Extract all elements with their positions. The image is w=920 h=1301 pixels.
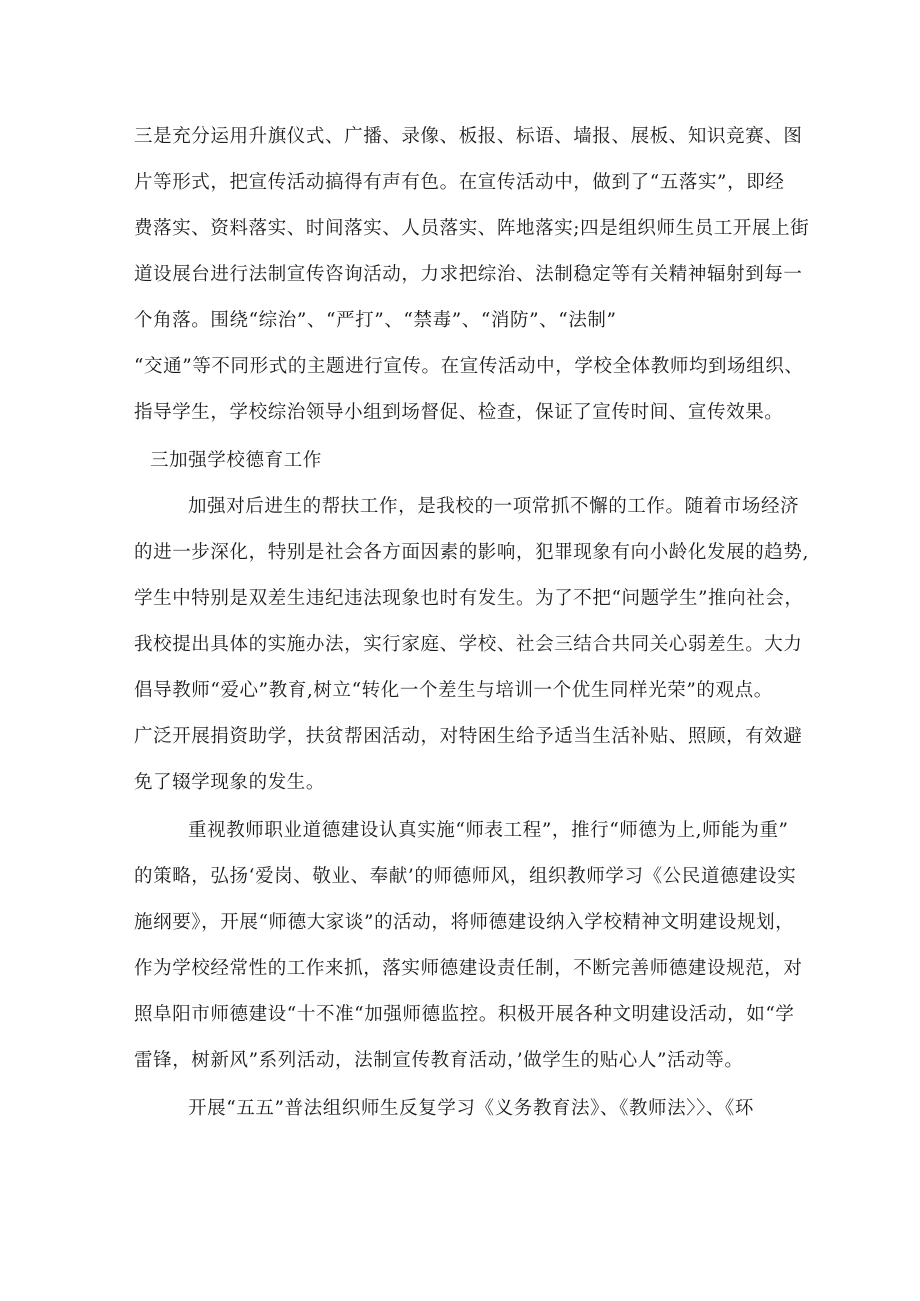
text-line: 道设展台进行法制宣传咨询活动，力求把综治、法制稳定等有关精神辐射到每一 <box>134 264 803 285</box>
text-line: “交通”等不同形式的主题进行宣传。在宣传活动中，学校全体教师均到场组织、 <box>134 356 804 377</box>
text-line: 指导学生，学校综治领导小组到场督促、检查，保证了宣传时间、宣传效果。 <box>134 402 784 423</box>
text-line: 加强对后进生的帮扶工作，是我校的一项常抓不懈的工作。随着市场经济 <box>188 496 800 517</box>
text-line: 片等形式，把宣传活动搞得有声有色。在宣传活动中，做到了“五落实”，即经 <box>134 172 785 193</box>
text-line: 作为学校经常性的工作来抓，落实师德建设责任制，不断完善师德建设规范，对 <box>134 958 803 979</box>
section-heading: 三加强学校德育工作 <box>150 450 322 471</box>
text-line: 雷锋，树新风”系列活动，法制宣传教育活动，’做学生的贴心人”活动等。 <box>134 1050 744 1071</box>
text-line: 我校提出具体的实施办法，实行家庭、学校、社会三结合共同关心弱差生。大力 <box>134 634 803 655</box>
text-line: 学生中特别是双差生违纪违法现象也时有发生。为了不把“问题学生”推向社会， <box>134 588 804 609</box>
text-line: 费落实、资料落实、时间落实、人员落实、阵地落实;四是组织师生员工开展上街 <box>134 218 810 239</box>
text-line: 的进一步深化，特别是社会各方面因素的影响，犯罪现象有向小龄化发展的趋势, <box>134 542 809 563</box>
text-line: 个角落。围绕“综治”、“严打”、“禁毒”、“消防”、“法制” <box>134 310 617 331</box>
text-line: 施纲要》，开展“师德大家谈”的活动，将师德建设纳入学校精神文明建设规划， <box>134 912 795 933</box>
text-line: 广泛开展捐资助学，扶贫帮困活动，对特困生给予适当生活补贴、照顾，有效避 <box>134 726 803 747</box>
text-line: 的策略，弘扬‘爱岗、敬业、奉献’的师德师风，组织教师学习《公民道德建设实 <box>134 866 797 887</box>
text-line: 重视教师职业道德建设认真实施“师表工程”，推行“师德为上,师能为重” <box>188 820 789 841</box>
text-line: 免了辍学现象的发生。 <box>134 772 326 793</box>
text-line: 照阜阳市师德建设“十不准“加强师德监控。积极开展各种文明建设活动，如“学 <box>134 1004 795 1025</box>
text-line: 倡导教师“爱心”教育,树立“转化一个差生与培训一个优生同样光荣”的观点。 <box>134 680 773 701</box>
text-line: 开展“五五”普法组织师生反复学习《义务教育法》、《教师法〉〉、《环 <box>188 1098 754 1119</box>
text-line: 三是充分运用升旗仪式、广播、录像、板报、标语、墙报、展板、知识竞赛、图 <box>134 126 803 147</box>
